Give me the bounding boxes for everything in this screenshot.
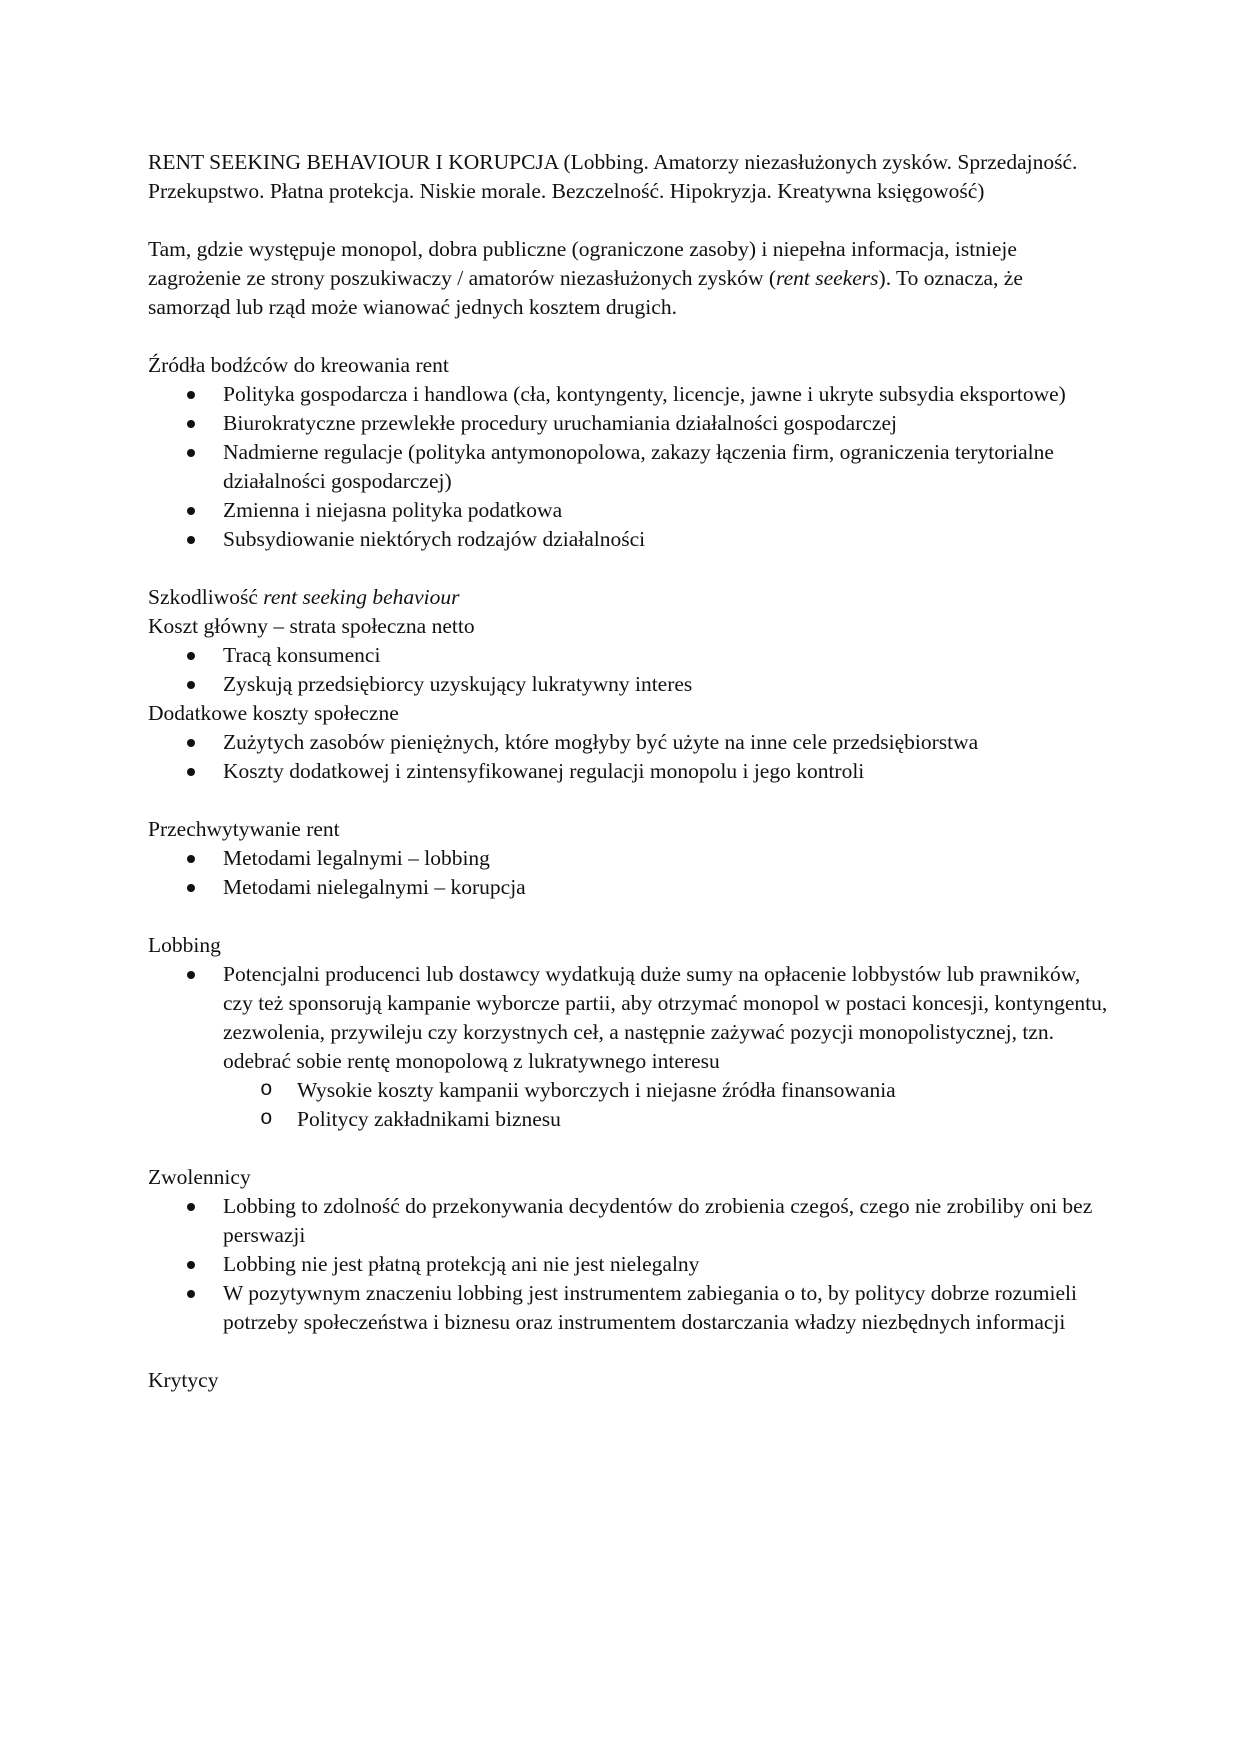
supporters-heading: Zwolennicy: [148, 1165, 251, 1189]
list-item: Zyskują przedsiębiorcy uzyskujący lukratywny interes: [223, 670, 1108, 699]
sublist-item: o Wysokie koszty kampanii wyborczych i niejasne źródła finansowania: [297, 1076, 1108, 1105]
list-item: Lobbing to zdolność do przekonywania decydentów do zrobienia czegoś, czego nie zrobiliby oni bez perswazji: [223, 1192, 1108, 1250]
document-body: [148, 148, 1108, 1395]
intro-text-part1: Tam, gdzie występuje monopol, dobra publiczne (ograniczone zasoby) i niepełna informacja, istnieje zagrożenie ze strony poszukiwaczy / amatorów niezasłużonych zysków (: [148, 237, 1017, 290]
harm-heading-prefix: Szkodliwość: [148, 585, 264, 609]
spacer: [148, 1134, 1108, 1163]
extra-cost-list: [148, 728, 1108, 786]
list-item: Tracą konsumenci: [223, 641, 1108, 670]
spacer: [148, 786, 1108, 815]
spacer: [148, 322, 1108, 351]
extra-cost-heading: Dodatkowe koszty społeczne: [148, 701, 399, 725]
list-item: Zużytych zasobów pieniężnych, które mogłyby być użyte na inne cele przedsiębiorstwa: [223, 728, 1108, 757]
list-item: Metodami nielegalnymi – korupcja: [223, 873, 1108, 902]
lobbing-sublist: [223, 1076, 1108, 1134]
list-item: Metodami legalnymi – lobbing: [223, 844, 1108, 873]
spacer: [148, 206, 1108, 235]
list-item: Biurokratyczne przewlekłe procedury uruchamiania działalności gospodarczej: [223, 409, 1108, 438]
capture-list: [148, 844, 1108, 902]
spacer: [148, 902, 1108, 931]
list-item: [223, 960, 1108, 1134]
capture-heading: Przechwytywanie rent: [148, 817, 340, 841]
list-item: W pozytywnym znaczeniu lobbing jest instrumentem zabiegania o to, by politycy dobrze rozumieli potrzeby społeczeństwa i biznesu oraz instrumentem dostarczania władzy niezbędnych informacji: [223, 1279, 1108, 1337]
title-paragraph: RENT SEEKING BEHAVIOUR I KORUPCJA (Lobbing. Amatorzy niezasłużonych zysków. Sprzedajność. Przekupstwo. Płatna protekcja. Niskie morale. Bezczelność. Hipokryzja. Kreatywna księgowość): [148, 150, 1078, 203]
list-item: Subsydiowanie niektórych rodzajów działalności: [223, 525, 1108, 554]
lobbing-item-text: Potencjalni producenci lub dostawcy wydatkują duże sumy na opłacenie lobbystów lub prawników, czy też sponsorują kampanie wyborcze partii, aby otrzymać monopol w postaci koncesji, kontyngentu, zezwolenia, przywileju czy korzystnych ceł, a następnie zażywać pozycji monopolistycznej, tzn. odebrać sobie rentę monopolową z lukratywnego interesu: [223, 962, 1108, 1073]
intro-italic-term: rent seekers: [776, 266, 879, 290]
lobbing-heading: Lobbing: [148, 933, 221, 957]
harm-heading-italic: rent seeking behaviour: [263, 585, 460, 609]
supporters-list: [148, 1192, 1108, 1337]
main-cost-heading: Koszt główny – strata społeczna netto: [148, 614, 475, 638]
sublist-item: o Politycy zakładnikami biznesu: [297, 1105, 1108, 1134]
main-cost-list: [148, 641, 1108, 699]
spacer: [148, 1337, 1108, 1366]
sources-list: [148, 380, 1108, 554]
intro-paragraph: [148, 235, 1108, 322]
critics-heading: Krytycy: [148, 1368, 219, 1392]
lobbing-list: [148, 960, 1108, 1134]
list-item: Zmienna i niejasna polityka podatkowa: [223, 496, 1108, 525]
intro-text-part2: ). To oznacza, że samorząd lub rząd może wianować jednych kosztem drugich.: [148, 266, 1023, 319]
spacer: [148, 554, 1108, 583]
list-item: Nadmierne regulacje (polityka antymonopolowa, zakazy łączenia firm, ograniczenia terytorialne działalności gospodarczej): [223, 438, 1108, 496]
harm-heading: [148, 583, 1108, 612]
list-item: Lobbing nie jest płatną protekcją ani nie jest nielegalny: [223, 1250, 1108, 1279]
list-item: Koszty dodatkowej i zintensyfikowanej regulacji monopolu i jego kontroli: [223, 757, 1108, 786]
sources-heading: Źródła bodźców do kreowania rent: [148, 353, 449, 377]
list-item: Polityka gospodarcza i handlowa (cła, kontyngenty, licencje, jawne i ukryte subsydia eksportowe): [223, 380, 1108, 409]
